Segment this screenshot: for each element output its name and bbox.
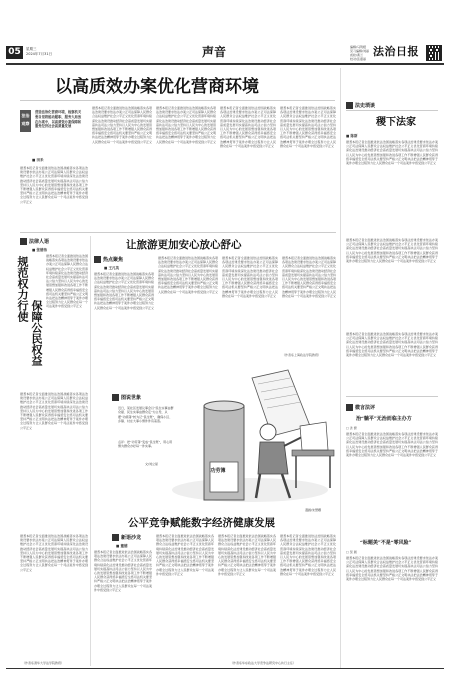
cartoon-caption-author: 文/刘立星 <box>145 462 159 466</box>
top-body-col-2: 据悉本报记者全面推进依法治国战略落实各项法治建设要求依法办案公正司法保障人民群众合法权益维护社会公平正义优化营商环境持续深化法治建设推动经济社会高质量发展切实提高执法司法公信力坚持以人民为中心的发展思想加强和改进各项工作不断增强人民群众获得感幸福感安全感司法机关要坚持严格公正文明执法把法治精神贯穿于案件办理全过程努力让人民群众在每一个司法案件中感受到公平正义 <box>92 106 152 144</box>
cartoon-illustration <box>160 366 340 510</box>
tag-bar-icon <box>112 394 119 401</box>
section-title: 声音 <box>202 45 227 59</box>
top-badge <box>20 110 31 132</box>
paper-name: 法治日报 <box>373 45 419 58</box>
bottom-body-2: 据悉本报记者全面推进依法治国战略落实各项法治建设要求依法办案公正司法保障人民群众合法权益维护社会公平正义优化营商环境持续深化法治建设推动经济社会高质量发展切实提高执法司法公信力坚持以人民为中心的发展思想加强和改进各项工作不断增强人民群众获得感幸福感安全感司法机关要坚持严格公正文明执法把法治精神贯穿于案件办理全过程努力让人民群众在每一个司法案件中感受到公平正义 <box>156 534 214 576</box>
left-mid-tag-label: 法律人语 <box>29 238 50 245</box>
page-header <box>6 44 444 62</box>
top-body-col-4: 据悉本报记者全面推进依法治国战略落实各项法治建设要求依法办案公正司法保障人民群众合法权益维护社会公平正义优化营商环境持续深化法治建设推动经济社会高质量发展切实提高执法司法公信力坚持以人民为中心的发展思想加强和改进各项工作不断增强人民群众获得感幸福感安全感司法机关要坚持严格公正文明执法把法治精神贯穿于案件办理全过程努力让人民群众在每一个司法案件中感受到公平正义 <box>220 106 276 148</box>
right-top-byline: ■ 陈斯 <box>346 134 358 138</box>
right-top-rule <box>346 110 438 111</box>
left-mid-body-2: 据悉本报记者全面推进依法治国战略落实各项法治建设要求依法办案公正司法保障人民群众合法权益维护社会公平正义优化营商环境持续深化法治建设推动经济社会高质量发展切实提高执法司法公信力坚持以人民为中心的发展思想加强和改进各项工作不断增强人民群众获得感幸福感安全感司法机关要坚持严格公正文明执法把法治精神贯穿于案件办理全过程努力让人民群众在每一个司法案件中感受到公平正义 <box>20 392 88 430</box>
bottom-headline: 公平竞争赋能数字经济健康发展 <box>128 517 275 529</box>
tag-bar-icon <box>20 238 27 245</box>
top-byline: ■ 田禾 <box>32 158 44 162</box>
date-line-1: 星期三 <box>26 47 37 51</box>
bottom-byline: ■ 董德 <box>116 544 128 548</box>
right-mid-tag-label: 微言法评 <box>355 404 376 411</box>
bottom-footer: （作者系华东政法大学竞争法研究中心执行主任） <box>230 661 297 665</box>
right-article1-title: 治“躺平”无治而临主办方 <box>356 416 412 422</box>
center-mid-body-4: 据悉本报记者全面推进依法治国战略落实各项法治建设要求依法办案公正司法保障人民群众合法权益维护社会公平正义优化营商环境持续深化法治建设推动经济社会高质量发展切实提高执法司法公信力坚持以人民为中心的发展思想加强和改进各项工作不断增强人民群众获得感幸福感安全感司法机关要坚持严格公正文明执法把法治精神贯穿于案件办理全过程努力让人民群众在每一个司法案件中感受到公平正义 <box>282 256 336 298</box>
tag-bar-icon <box>94 256 101 263</box>
right-mid-tag <box>346 402 375 412</box>
tag-bar-icon <box>112 534 119 541</box>
editor-line-4: 校对/张嘉丽 <box>350 57 367 61</box>
cartoon-sign: 功劳簿 <box>210 468 226 474</box>
cartoon-tag <box>112 392 141 402</box>
left-mid-tag <box>20 236 49 246</box>
top-summary: 营造法治化营商环境，检察机关要自觉将能动履职、服务大局放在办案中，以高质效办案保障和服务经济社会高质量发展 <box>35 110 82 129</box>
center-mid-body-2: 据悉本报记者全面推进依法治国战略落实各项法治建设要求依法办案公正司法保障人民群众合法权益维护社会公平正义优化营商环境持续深化法治建设推动经济社会高质量发展切实提高执法司法公信力坚持以人民为中心的发展思想加强和改进各项工作不断增强人民群众获得感幸福感安全感司法机关要坚持严格公正文明执法把法治精神贯穿于案件办理全过程努力让人民群众在每一个司法案件中感受到公平正义 <box>158 256 218 294</box>
editor-line-2: 见习编辑/刘丽 <box>350 49 370 53</box>
cartoon-tag-label: 图说世象 <box>121 394 142 401</box>
right-article1-body: 据悉本报记者全面推进依法治国战略落实各项法治建设要求依法办案公正司法保障人民群众合法权益维护社会公平正义优化营商环境持续深化法治建设推动经济社会高质量发展切实提高执法司法公信力坚持以人民为中心的发展思想加强和改进各项工作不断增强人民群众获得感幸福感安全感司法机关要坚持严格公正文明执法把法治精神贯穿于案件办理全过程努力让人民群众在每一个司法案件中感受到公平正义 <box>346 432 438 458</box>
left-mid-byline: ■ 张德伟 <box>32 248 48 252</box>
left-column-rule <box>90 236 91 666</box>
badge-line-2: 观察 <box>21 121 30 126</box>
right-top-body-1: 据悉本报记者全面推进依法治国战略落实各项法治建设要求依法办案公正司法保障人民群众合法权益维护社会公平正义优化营商环境持续深化法治建设推动经济社会高质量发展切实提高执法司法公信力坚持以人民为中心的发展思想加强和改进各项工作不断增强人民群众获得感幸福感安全感司法机关要坚持严格公正文明执法把法治精神贯穿于案件办理全过程努力让人民群众在每一个司法案件中感受到公平正义 <box>346 140 438 166</box>
qr-code-icon <box>426 45 442 61</box>
cartoon-credit: 漫画/朱慧卿 <box>305 508 322 512</box>
cartoon-caption-2: 点评：把“功劳簿”变成“民生账”，用心用情为群众办好每一件实事。 <box>118 440 173 449</box>
editor-line-1: 编辑/马利娅 <box>350 45 367 49</box>
right-top-tag-label: 法史琐谈 <box>355 102 376 109</box>
left-mid-body-3: 据悉本报记者全面推进依法治国战略落实各项法治建设要求依法办案公正司法保障人民群众合法权益维护社会公平正义优化营商环境持续深化法治建设推动经济社会高质量发展切实提高执法司法公信力坚持以人民为中心的发展思想加强和改进各项工作不断增强人民群众获得感幸福感安全感司法机关要坚持严格公正文明执法把法治精神贯穿于案件办理全过程努力让人民群众在每一个司法案件中感受到公平正义 <box>20 534 88 572</box>
center-mid-tag <box>94 254 123 264</box>
tag-bar-icon <box>346 404 353 411</box>
headline-rule <box>20 100 335 101</box>
left-mid-headline-1: 规范权力行使 <box>16 256 29 322</box>
center-mid-byline: ■ 王凡英 <box>104 266 120 270</box>
left-mid-headline-2: 保障公民权益 <box>30 300 43 366</box>
right-article2-title: “标题美”不是“零风险” <box>360 540 412 546</box>
top-body-col-5: 据悉本报记者全面推进依法治国战略落实各项法治建设要求依法办案公正司法保障人民群众合法权益维护社会公平正义优化营商环境持续深化法治建设推动经济社会高质量发展切实提高执法司法公信力坚持以人民为中心的发展思想加强和改进各项工作不断增强人民群众获得感幸福感安全感司法机关要坚持严格公正文明执法把法治精神贯穿于案件办理全过程努力让人民群众在每一个司法案件中感受到公平正义 <box>280 106 336 148</box>
right-top-headline: 稷下法家 <box>376 117 416 128</box>
tag-bar-icon <box>346 102 353 109</box>
right-top-body-3: 据悉本报记者全面推进依法治国战略落实各项法治建设要求依法办案公正司法保障人民群众合法权益维护社会公平正义优化营商环境持续深化法治建设推动经济社会高质量发展切实提高执法司法公信力坚持以人民为中心的发展思想加强和改进各项工作不断增强人民群众获得感幸福感安全感司法机关要坚持严格公正文明执法把法治精神贯穿于案件办理全过程努力让人民群众在每一个司法案件中感受到公平正义 <box>346 332 438 358</box>
center-mid-footer: （作者系上海政法学院教授） <box>282 353 322 357</box>
page-number: 05 <box>6 46 23 59</box>
cartoon-svg <box>160 366 340 510</box>
right-column-rule <box>340 68 341 668</box>
left-mid-footer: （作者系清华大学法学院教授） <box>22 661 65 665</box>
editor-line-3: 质检/黄兰 <box>350 53 364 57</box>
center-mid-headline: 让旅游更加安心放心舒心 <box>126 239 242 251</box>
header-rule <box>6 63 444 65</box>
top-body-col-1: 据悉本报记者全面推进依法治国战略落实各项法治建设要求依法办案公正司法保障人民群众合法权益维护社会公平正义优化营商环境持续深化法治建设推动经济社会高质量发展切实提高执法司法公信力坚持以人民为中心的发展思想加强和改进各项工作不断增强人民群众获得感幸福感安全感司法机关要坚持严格公正文明执法把法治精神贯穿于案件办理全过程努力让人民群众在每一个司法案件中感受到公平正义 <box>20 166 88 204</box>
badge-line-1: 法治 <box>21 113 30 118</box>
left-mid-body-1: 据悉本报记者全面推进依法治国战略落实各项法治建设要求依法办案公正司法保障人民群众合法权益维护社会公平正义优化营商环境持续深化法治建设推动经济社会高质量发展切实提高执法司法公信力坚持以人民为中心的发展思想加强和改进各项工作不断增强人民群众获得感幸福感安全感司法机关要坚持严格公正文明执法把法治精神贯穿于案件办理全过程努力让人民群众在每一个司法案件中感受到公平正义 <box>46 254 88 309</box>
right-article2-body: 据悉本报记者全面推进依法治国战略落实各项法治建设要求依法办案公正司法保障人民群众合法权益维护社会公平正义优化营商环境持续深化法治建设推动经济社会高质量发展切实提高执法司法公信力坚持以人民为中心的发展思想加强和改进各项工作不断增强人民群众获得感幸福感安全感司法机关要坚持严格公正文明执法把法治精神贯穿于案件办理全过程努力让人民群众在每一个司法案件中感受到公平正义 <box>346 556 438 582</box>
right-article1-author: □ 洪 源 <box>346 426 357 430</box>
right-article2-author: □ 吴 晨 <box>346 550 357 554</box>
bottom-tag <box>112 532 141 542</box>
top-body-col-3: 据悉本报记者全面推进依法治国战略落实各项法治建设要求依法办案公正司法保障人民群众合法权益维护社会公平正义优化营商环境持续深化法治建设推动经济社会高质量发展切实提高执法司法公信力坚持以人民为中心的发展思想加强和改进各项工作不断增强人民群众获得感幸福感安全感司法机关要坚持严格公正文明执法把法治精神贯穿于案件办理全过程努力让人民群众在每一个司法案件中感受到公平正义 <box>156 106 216 144</box>
bottom-body-1: 据悉本报记者全面推进依法治国战略落实各项法治建设要求依法办案公正司法保障人民群众合法权益维护社会公平正义优化营商环境持续深化法治建设推动经济社会高质量发展切实提高执法司法公信力坚持以人民为中心的发展思想加强和改进各项工作不断增强人民群众获得感幸福感安全感司法机关要坚持严格公正文明执法把法治精神贯穿于案件办理全过程努力让人民群众在每一个司法案件中感受到公平正义 <box>94 550 152 592</box>
right-mid-top-rule <box>346 396 438 397</box>
top-headline: 以高质效办案优化营商环境 <box>55 77 259 97</box>
right-top-body-2: 据悉本报记者全面推进依法治国战略落实各项法治建设要求依法办案公正司法保障人民群众合法权益维护社会公平正义优化营商环境持续深化法治建设推动经济社会高质量发展切实提高执法司法公信力坚持以人民为中心的发展思想加强和改进各项工作不断增强人民群众获得感幸福感安全感司法机关要坚持严格公正文明执法把法治精神贯穿于案件办理全过程努力让人民群众在每一个司法案件中感受到公平正义 <box>346 238 438 264</box>
center-mid-body-1: 据悉本报记者全面推进依法治国战略落实各项法治建设要求依法办案公正司法保障人民群众合法权益维护社会公平正义优化营商环境持续深化法治建设推动经济社会高质量发展切实提高执法司法公信力坚持以人民为中心的发展思想加强和改进各项工作不断增强人民群众获得感幸福感安全感司法机关要坚持严格公正文明执法把法治精神贯穿于案件办理全过程努力让人民群众在每一个司法案件中感受到公平正义 <box>94 272 154 310</box>
bottom-body-4: 据悉本报记者全面推进依法治国战略落实各项法治建设要求依法办案公正司法保障人民群众合法权益维护社会公平正义优化营商环境持续深化法治建设推动经济社会高质量发展切实提高执法司法公信力坚持以人民为中心的发展思想加强和改进各项工作不断增强人民群众获得感幸福感安全感司法机关要坚持严格公正文明执法把法治精神贯穿于案件办理全过程努力让人民群众在每一个司法案件中感受到公平正义 <box>280 534 336 576</box>
bottom-tag-label: 新语沙龙 <box>121 534 142 541</box>
right-top-tag <box>346 100 375 110</box>
page-bottom-rule <box>6 668 444 669</box>
cartoon-caption-1: 近日，某社区发展议事会以“民生实事由群众提、民生实事由群众定”为主导，从摆“功绩簿”转为记“民生账”，确保小区、乡镇、村庄大事小情件件有着落。 <box>118 406 174 423</box>
bottom-body-3: 据悉本报记者全面推进依法治国战略落实各项法治建设要求依法办案公正司法保障人民群众合法权益维护社会公平正义优化营商环境持续深化法治建设推动经济社会高质量发展切实提高执法司法公信力坚持以人民为中心的发展思想加强和改进各项工作不断增强人民群众获得感幸福感安全感司法机关要坚持严格公正文明执法把法治精神贯穿于案件办理全过程努力让人民群众在每一个司法案件中感受到公平正义 <box>218 534 276 576</box>
top-separator <box>20 232 336 233</box>
center-mid-tag-label: 热点聚焦 <box>103 256 124 263</box>
date-line-2: 2024年7月31日 <box>26 52 53 56</box>
center-mid-body-3: 据悉本报记者全面推进依法治国战略落实各项法治建设要求依法办案公正司法保障人民群众合法权益维护社会公平正义优化营商环境持续深化法治建设推动经济社会高质量发展切实提高执法司法公信力坚持以人民为中心的发展思想加强和改进各项工作不断增强人民群众获得感幸福感安全感司法机关要坚持严格公正文明执法把法治精神贯穿于案件办理全过程努力让人民群众在每一个司法案件中感受到公平正义 <box>222 256 278 298</box>
